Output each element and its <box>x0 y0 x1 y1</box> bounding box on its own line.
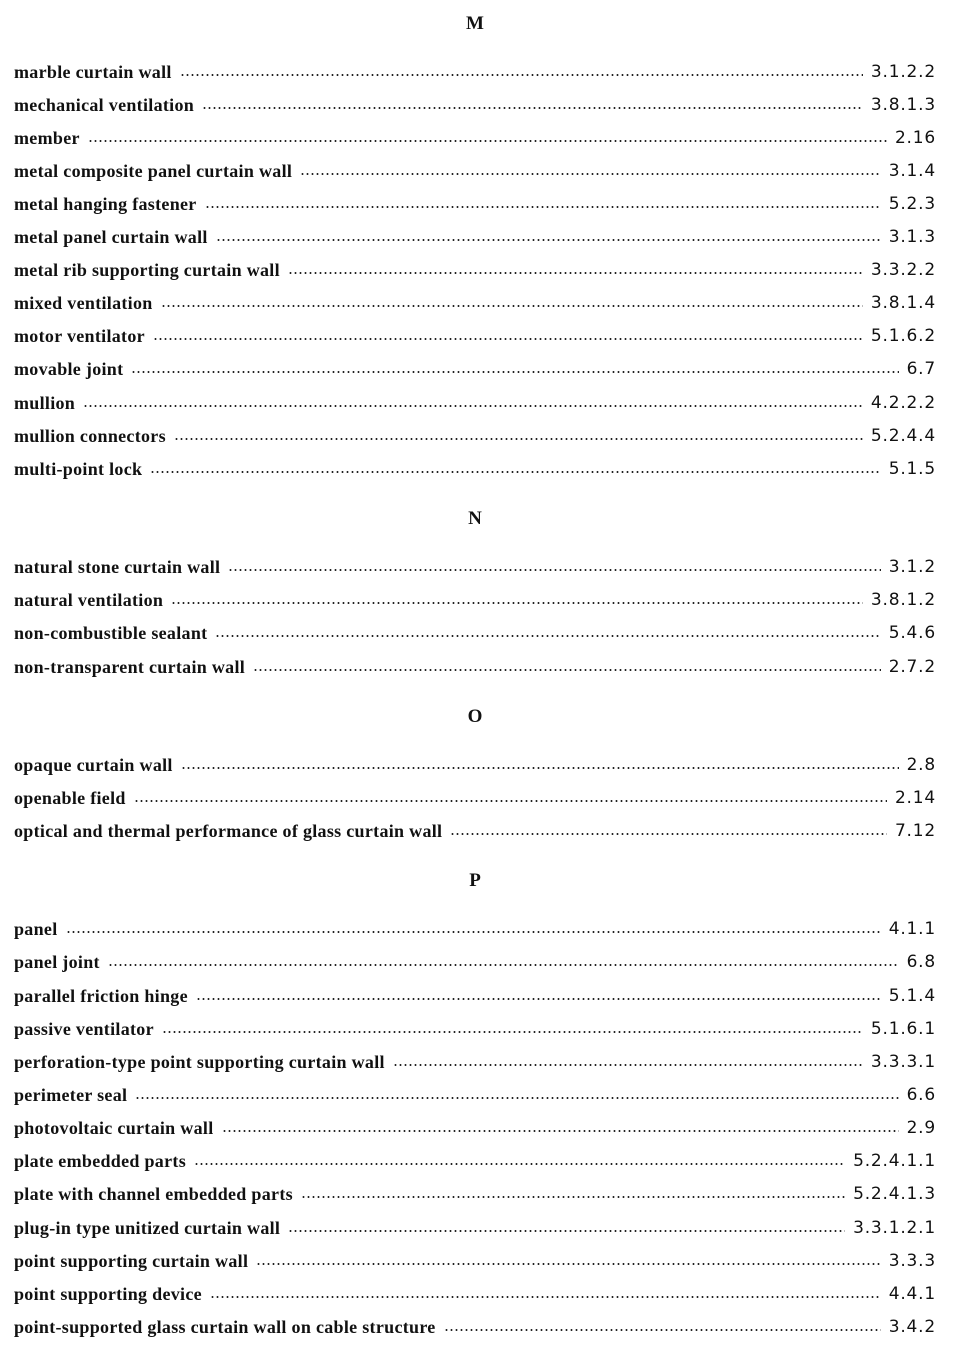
entry-ref: 3.3.2.2 <box>870 260 936 280</box>
dot-leader <box>162 1031 863 1033</box>
dot-leader <box>253 669 881 671</box>
dot-leader <box>131 371 898 373</box>
dot-leader <box>161 305 863 307</box>
dot-leader <box>288 1230 845 1232</box>
dot-leader <box>210 1296 881 1298</box>
entry-term: point supporting device <box>14 1283 202 1304</box>
entry-term: non-transparent curtain wall <box>14 656 246 677</box>
entry-ref: 6.6 <box>906 1085 936 1105</box>
dot-leader <box>444 1329 881 1331</box>
entry-ref: 5.4.6 <box>888 623 936 643</box>
entry-term: natural stone curtain wall <box>14 556 221 577</box>
index-entry <box>14 1017 936 1041</box>
entry-ref: 4.2.2.2 <box>870 393 936 413</box>
dot-leader <box>150 471 880 473</box>
index-entry <box>14 1282 936 1306</box>
entry-term: photovoltaic curtain wall <box>14 1117 214 1138</box>
entry-ref: 5.2.4.4 <box>870 426 936 446</box>
entry-term: panel joint <box>14 951 100 972</box>
entry-term: opaque curtain wall <box>14 754 173 775</box>
entry-term: multi-point lock <box>14 458 143 479</box>
dot-leader <box>174 438 863 440</box>
dot-leader <box>88 140 887 142</box>
index-entry <box>14 753 936 777</box>
index-entry <box>14 1149 936 1173</box>
index-entry <box>14 621 936 645</box>
entry-ref: 3.4.2 <box>888 1317 936 1337</box>
index-entry <box>14 786 936 810</box>
entry-ref: 5.1.6.1 <box>870 1019 936 1039</box>
section-letter: P <box>469 870 481 891</box>
index-entry <box>14 1315 936 1339</box>
dot-leader <box>228 569 880 571</box>
index-entry <box>14 984 936 1008</box>
index-entry <box>14 192 936 216</box>
entry-ref: 3.3.3.1 <box>870 1052 936 1072</box>
index-entry <box>14 258 936 282</box>
dot-leader <box>171 602 863 604</box>
entry-ref: 4.1.1 <box>888 919 936 939</box>
section-letter: O <box>467 706 483 727</box>
index-entry <box>14 1050 936 1074</box>
dot-leader <box>216 239 881 241</box>
dot-leader <box>202 107 863 109</box>
entry-term: movable joint <box>14 358 124 379</box>
dot-leader <box>205 206 881 208</box>
entry-term: mixed ventilation <box>14 292 153 313</box>
entry-ref: 3.8.1.4 <box>870 293 936 313</box>
dot-leader <box>135 1097 898 1099</box>
entry-term: member <box>14 127 80 148</box>
entry-ref: 6.8 <box>906 952 936 972</box>
entry-term: metal panel curtain wall <box>14 226 208 247</box>
index-entry <box>14 1216 936 1240</box>
dot-leader <box>194 1163 845 1165</box>
index-entry <box>14 93 936 117</box>
dot-leader <box>196 998 881 1000</box>
index-entry <box>14 819 936 843</box>
entry-term: natural ventilation <box>14 589 164 610</box>
dot-leader <box>108 964 899 966</box>
entry-ref: 5.2.3 <box>888 194 936 214</box>
entry-ref: 6.7 <box>906 359 936 379</box>
entry-term: perforation-type point supporting curtain wall <box>14 1051 385 1072</box>
index-entry <box>14 291 936 315</box>
entry-ref: 2.8 <box>906 755 936 775</box>
section-letter: N <box>468 508 482 529</box>
section-letter: M <box>466 13 484 34</box>
dot-leader <box>66 931 881 933</box>
entry-term: plug-in type unitized curtain wall <box>14 1217 281 1238</box>
dot-leader <box>300 173 881 175</box>
entry-term: optical and thermal performance of glass curtain wall <box>14 820 443 841</box>
dot-leader <box>134 800 887 802</box>
dot-leader <box>450 833 887 835</box>
entry-term: motor ventilator <box>14 325 145 346</box>
entry-ref: 3.3.3 <box>888 1251 936 1271</box>
entry-ref: 5.1.6.2 <box>870 326 936 346</box>
entry-term: point supporting curtain wall <box>14 1250 249 1271</box>
index-entry <box>14 1182 936 1206</box>
index-entry <box>14 655 936 679</box>
entry-ref: 5.1.5 <box>888 459 936 479</box>
entry-term: point-supported glass curtain wall on cable structure <box>14 1316 436 1337</box>
dot-leader <box>181 767 899 769</box>
index-entry <box>14 424 936 448</box>
dot-leader <box>83 405 863 407</box>
entry-term: perimeter seal <box>14 1084 128 1105</box>
entry-term: panel <box>14 918 58 939</box>
entry-term: openable field <box>14 787 126 808</box>
entry-ref: 4.4.1 <box>888 1284 936 1304</box>
index-entry <box>14 1116 936 1140</box>
entry-ref: 2.16 <box>894 128 936 148</box>
index-entry <box>14 126 936 150</box>
entry-ref: 5.2.4.1.3 <box>853 1184 936 1204</box>
index-entry <box>14 357 936 381</box>
index-entry <box>14 1249 936 1273</box>
entry-term: mullion connectors <box>14 425 166 446</box>
entry-ref: 5.1.4 <box>888 986 936 1006</box>
dot-leader <box>153 338 863 340</box>
entry-term: mullion <box>14 392 76 413</box>
entry-ref: 3.1.2 <box>888 557 936 577</box>
entry-ref: 3.1.4 <box>888 161 936 181</box>
index-entry <box>14 950 936 974</box>
entry-ref: 7.12 <box>894 821 936 841</box>
entry-term: plate with channel embedded parts <box>14 1183 293 1204</box>
entry-term: metal hanging fastener <box>14 193 197 214</box>
dot-leader <box>222 1130 899 1132</box>
index-entry <box>14 60 936 84</box>
entry-ref: 3.1.2.2 <box>870 62 936 82</box>
index-entry <box>14 917 936 941</box>
index-entry <box>14 225 936 249</box>
dot-leader <box>215 635 880 637</box>
entry-term: marble curtain wall <box>14 61 172 82</box>
index-entry <box>14 159 936 183</box>
entry-term: metal rib supporting curtain wall <box>14 259 280 280</box>
entry-ref: 5.2.4.1.1 <box>853 1151 936 1171</box>
dot-leader <box>180 74 863 76</box>
dot-leader <box>256 1263 880 1265</box>
entry-term: non-combustible sealant <box>14 622 208 643</box>
entry-term: plate embedded parts <box>14 1150 186 1171</box>
entry-term: passive ventilator <box>14 1018 154 1039</box>
entry-term: mechanical ventilation <box>14 94 195 115</box>
entry-ref: 2.7.2 <box>888 657 936 677</box>
entry-ref: 3.8.1.2 <box>870 590 936 610</box>
entry-ref: 3.8.1.3 <box>870 95 936 115</box>
entry-ref: 3.3.1.2.1 <box>853 1218 936 1238</box>
entry-term: parallel friction hinge <box>14 985 188 1006</box>
entry-ref: 2.14 <box>894 788 936 808</box>
dot-leader <box>301 1196 845 1198</box>
index-entry <box>14 391 936 415</box>
index-entry <box>14 555 936 579</box>
index-entry <box>14 1083 936 1107</box>
index-entry <box>14 588 936 612</box>
index-entry <box>14 324 936 348</box>
entry-term: metal composite panel curtain wall <box>14 160 293 181</box>
entry-ref: 2.9 <box>906 1118 936 1138</box>
index-entry <box>14 457 936 481</box>
dot-leader <box>288 272 863 274</box>
entry-ref: 3.1.3 <box>888 227 936 247</box>
dot-leader <box>393 1064 863 1066</box>
